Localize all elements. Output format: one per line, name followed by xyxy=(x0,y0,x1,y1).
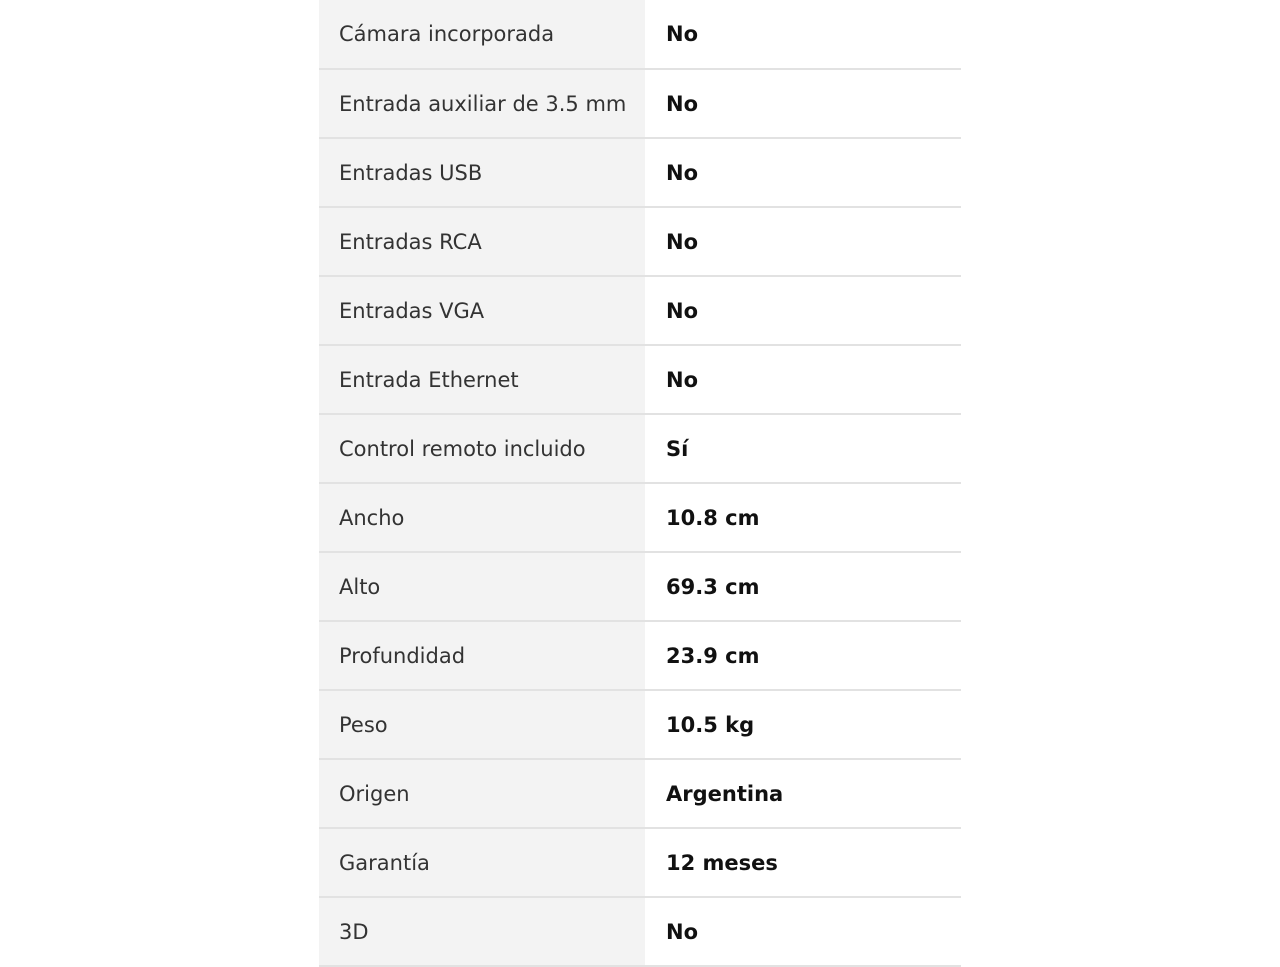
spec-row-origen xyxy=(319,759,961,828)
specs-table xyxy=(319,0,961,967)
spec-row-peso xyxy=(319,690,961,759)
spec-value: No xyxy=(645,69,961,138)
spec-label: Entradas RCA xyxy=(319,207,645,276)
spec-value: No xyxy=(645,345,961,414)
spec-label: Control remoto incluido xyxy=(319,414,645,483)
spec-label: Cámara incorporada xyxy=(319,0,645,69)
spec-label: Entrada Ethernet xyxy=(319,345,645,414)
spec-label: Profundidad xyxy=(319,621,645,690)
spec-row-garantia xyxy=(319,828,961,897)
spec-value: 10.5 kg xyxy=(645,690,961,759)
spec-value: No xyxy=(645,276,961,345)
spec-value: No xyxy=(645,897,961,966)
spec-label: 3D xyxy=(319,897,645,966)
spec-row-profundidad xyxy=(319,621,961,690)
spec-label: Origen xyxy=(319,759,645,828)
spec-value: Sí xyxy=(645,414,961,483)
spec-label: Ancho xyxy=(319,483,645,552)
spec-value: Argentina xyxy=(645,759,961,828)
spec-row-camara xyxy=(319,0,961,69)
spec-label: Entradas USB xyxy=(319,138,645,207)
spec-value: No xyxy=(645,138,961,207)
spec-value: 69.3 cm xyxy=(645,552,961,621)
spec-row-entradas-rca xyxy=(319,207,961,276)
spec-value: No xyxy=(645,207,961,276)
spec-label: Garantía xyxy=(319,828,645,897)
spec-row-entradas-vga xyxy=(319,276,961,345)
spec-label: Entrada auxiliar de 3.5 mm xyxy=(319,69,645,138)
spec-value: 12 meses xyxy=(645,828,961,897)
spec-row-ancho xyxy=(319,483,961,552)
spec-value: 10.8 cm xyxy=(645,483,961,552)
spec-value: No xyxy=(645,0,961,69)
spec-row-entrada-ethernet xyxy=(319,345,961,414)
spec-label: Peso xyxy=(319,690,645,759)
spec-label: Alto xyxy=(319,552,645,621)
spec-value: 23.9 cm xyxy=(645,621,961,690)
spec-row-entrada-auxiliar xyxy=(319,69,961,138)
specs-table-body xyxy=(319,0,961,966)
spec-row-entradas-usb xyxy=(319,138,961,207)
spec-row-3d xyxy=(319,897,961,966)
spec-label: Entradas VGA xyxy=(319,276,645,345)
spec-row-control-remoto xyxy=(319,414,961,483)
spec-row-alto xyxy=(319,552,961,621)
